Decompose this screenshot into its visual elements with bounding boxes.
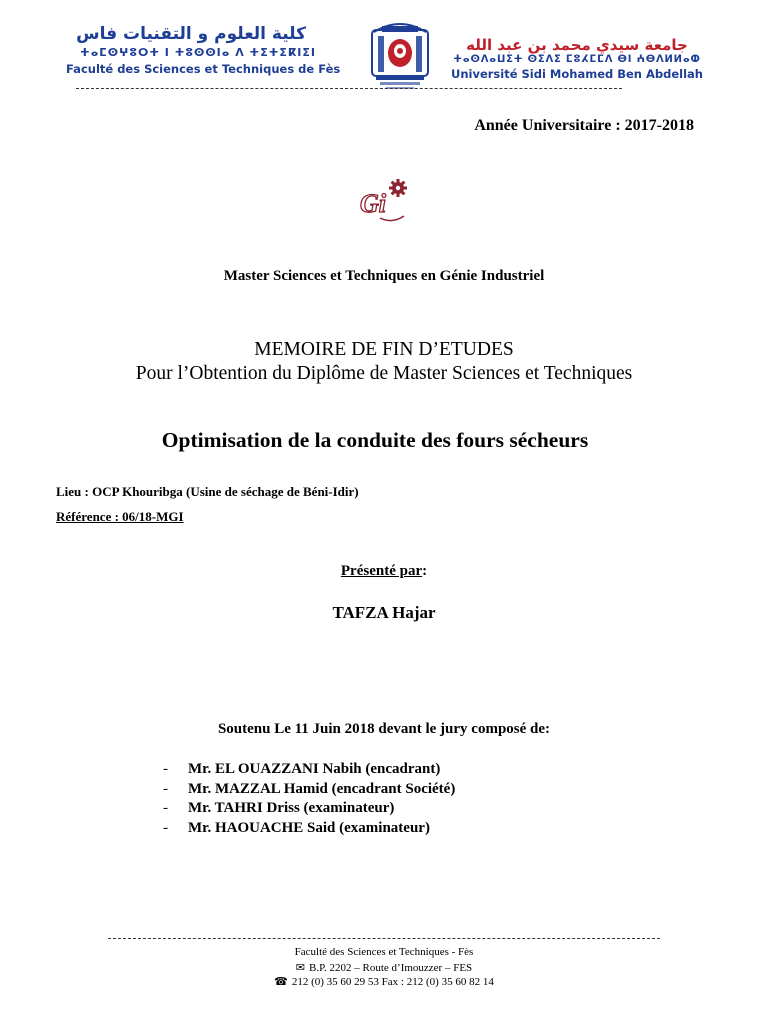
jury-member: - Mr. EL OUAZZANI Nabih (encadrant) <box>163 761 441 777</box>
presented-by-text: Présenté par <box>340 563 423 579</box>
footer-divider <box>108 938 660 939</box>
faculty-name-tifinagh: ⵜⴰⵎⵙⵖⵓⵔⵜ ⵏ ⵜⵓⵙⵙⵏⴰ ⴷ ⵜⵉⵜⵉⴽⵏⵉⵏ <box>80 46 316 59</box>
jury-member: - Mr. TAHRI Driss (examinateur) <box>163 800 395 816</box>
jury-member-text: Mr. HAOUACHE Said (examinateur) <box>188 819 430 836</box>
jury-member: - Mr. MAZZAL Hamid (encadrant Société) <box>163 780 456 797</box>
jury-list <box>163 760 455 838</box>
jury-member-text: Mr. TAHRI Driss (examinateur) <box>188 800 395 816</box>
footer-address-postal <box>0 961 768 974</box>
footer-address-name: Faculté des Sciences et Techniques - Fès <box>294 946 474 958</box>
document-type: MEMOIRE DE FIN D’ETUDES <box>254 339 514 360</box>
program-name: Master Sciences et Techniques en Génie Industriel <box>223 268 545 284</box>
footer-contact-phone <box>0 975 768 988</box>
author-name: TAFZA Hajar <box>332 603 436 622</box>
defense-statement: Soutenu Le 11 Juin 2018 devant le jury composé de: <box>217 721 551 737</box>
jury-member: - Mr. HAOUACHE Said (examinateur) <box>163 819 430 836</box>
gear-icon <box>352 178 416 226</box>
jury-member-text: Mr. EL OUAZZANI Nabih (encadrant) <box>188 761 441 777</box>
university-name-french: Université Sidi Mohamed Ben Abdellah <box>451 67 703 81</box>
presented-by-colon: : <box>422 563 428 579</box>
header-divider <box>76 88 622 89</box>
phone-icon: ☎ <box>274 976 288 988</box>
faculty-name-french: Faculté des Sciences et Techniques de Fès <box>66 62 341 76</box>
academic-year: Année Universitaire : 2017-2018 <box>474 117 694 134</box>
footer-phone-text: 212 (0) 35 60 29 53 Fax : 212 (0) 35 60 82 14 <box>291 976 494 988</box>
university-seal-icon <box>366 20 434 92</box>
footer-postal-text: B.P. 2202 – Route d’Imouzzer – FES <box>309 962 473 974</box>
thesis-title: Optimisation de la conduite des fours sécheurs <box>161 428 589 452</box>
gi-logo-text: Gi <box>360 189 386 218</box>
university-name-tifinagh: ⵜⴰⵙⴷⴰⵡⵉⵜ ⵙⵉⴷⵉ ⵎⵓⵃⵎⵎⴷ ⴱⵏ ⵄⴱⴷⵍⵍⴰⵀ <box>453 54 701 65</box>
faculty-name-arabic: كلية العلوم و التقنيات فاس <box>76 24 306 44</box>
jury-member-text: Mr. MAZZAL Hamid (encadrant Société) <box>188 780 456 797</box>
university-name-arabic: جامعة سيدي محمد بن عبد الله <box>466 36 688 54</box>
mailbox-icon: ✉ <box>295 962 306 974</box>
gi-logo <box>352 178 416 226</box>
internship-location: Lieu : OCP Khouribga (Usine de séchage de Béni-Idir) <box>56 484 359 499</box>
degree-purpose: Pour l’Obtention du Diplôme de Master Sciences et Techniques <box>135 363 633 384</box>
thesis-reference: Référence : 06/18-MGI <box>56 509 184 524</box>
presented-by-label <box>0 563 768 580</box>
